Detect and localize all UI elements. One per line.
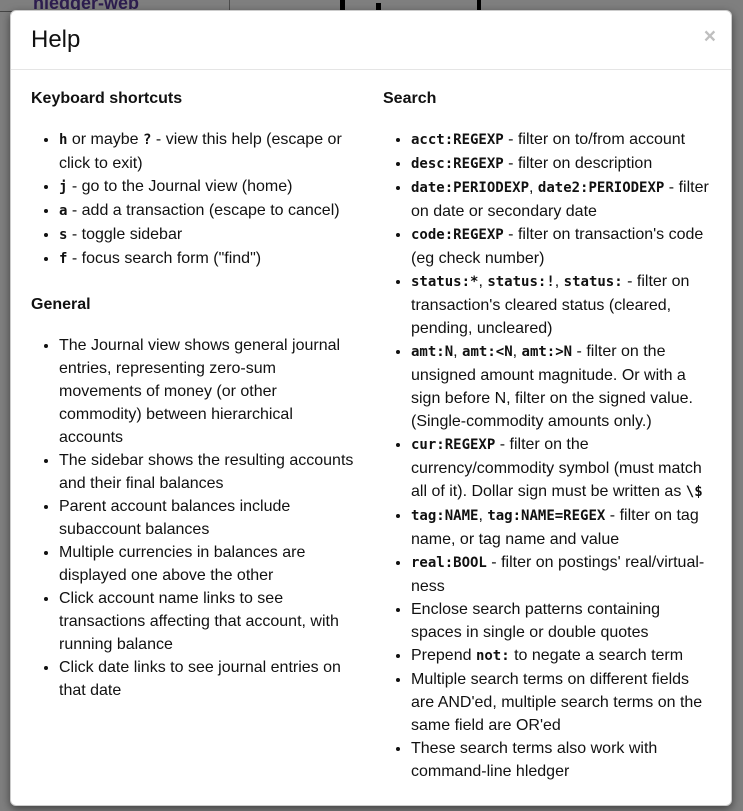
code-term: status:* xyxy=(411,274,479,290)
code-term: cur:REGEXP xyxy=(411,437,496,453)
help-list-item: • Click account name links to see transactions affecting that account, with running balance xyxy=(59,587,356,656)
help-section xyxy=(31,296,356,702)
help-list-item: • acct:REGEXP - filter on to/from account xyxy=(411,128,711,152)
help-list-item: • s - toggle sidebar xyxy=(59,223,356,247)
code-term: acct:REGEXP xyxy=(411,132,504,148)
code-term: date2:PERIODEXP xyxy=(537,180,665,196)
modal-body xyxy=(11,70,731,806)
code-term: tag:NAME xyxy=(411,508,479,524)
code-term: amt:N xyxy=(411,344,454,360)
modal-title: Help xyxy=(31,26,81,53)
help-list-item: • tag:NAME, tag:NAME=REGEX - filter on tag name, or tag name and value xyxy=(411,504,711,551)
code-term: desc:REGEXP xyxy=(411,156,504,172)
code-term: date:PERIODEXP xyxy=(411,180,530,196)
help-list-item: • Click date links to see journal entries on that date xyxy=(59,656,356,702)
help-list-item: • cur:REGEXP - filter on the currency/commodity symbol (must match all of it). Dollar sign must be written as \$ xyxy=(411,433,711,504)
help-list-item: • j - go to the Journal view (home) xyxy=(59,175,356,199)
code-term: h xyxy=(59,132,68,148)
help-list xyxy=(383,128,711,783)
code-term: amt:<N xyxy=(462,344,513,360)
help-list-item: • Enclose search patterns containing spaces in single or double quotes xyxy=(411,598,711,644)
code-term: status:! xyxy=(487,274,555,290)
code-term: tag:NAME=REGEX xyxy=(487,508,606,524)
help-list xyxy=(31,128,356,271)
code-term: \$ xyxy=(685,484,703,500)
help-list-item: • The sidebar shows the resulting accounts and their final balances xyxy=(59,449,356,495)
code-term: j xyxy=(59,179,68,195)
help-list-item: • h or maybe ? - view this help (escape or click to exit) xyxy=(59,128,356,175)
help-list-item: • Prepend not: to negate a search term xyxy=(411,644,711,668)
code-term: code:REGEXP xyxy=(411,227,504,243)
help-list-item: • f - focus search form ("find") xyxy=(59,247,356,271)
help-list-item: • status:*, status:!, status: - filter on transaction's cleared status (cleared, pending, uncleared) xyxy=(411,270,711,340)
code-term: real:BOOL xyxy=(411,555,487,571)
help-right-column xyxy=(371,90,711,806)
code-term: amt:>N xyxy=(521,344,573,360)
code-term: f xyxy=(59,251,68,267)
help-list-item: • Multiple search terms on different fields are AND'ed, multiple search terms on the same field are OR'ed xyxy=(411,668,711,737)
help-list-item: • amt:N, amt:<N, amt:>N - filter on the unsigned amount magnitude. Or with a sign before N, filter on the signed value. (Single-commodity amounts only.) xyxy=(411,340,711,433)
code-term: a xyxy=(59,203,68,219)
code-term: status: xyxy=(563,274,623,290)
code-term: ? xyxy=(143,132,152,148)
help-list-item: • These search terms also work with command-line hledger xyxy=(411,737,711,783)
help-section xyxy=(31,90,356,271)
close-icon[interactable]: × xyxy=(703,25,716,48)
help-left-column xyxy=(31,90,371,806)
help-list-item: • desc:REGEXP - filter on description xyxy=(411,152,711,176)
modal-header xyxy=(11,11,731,70)
help-list-item: • code:REGEXP - filter on transaction's code (eg check number) xyxy=(411,223,711,270)
help-modal xyxy=(10,10,732,806)
help-list-item: • Multiple currencies in balances are displayed one above the other xyxy=(59,541,356,587)
code-term: not: xyxy=(475,648,510,664)
help-section xyxy=(383,90,711,783)
code-term: s xyxy=(59,227,68,243)
help-list xyxy=(31,334,356,702)
section-heading: Keyboard shortcuts xyxy=(31,90,183,107)
section-heading: General xyxy=(31,296,91,313)
help-list-item: • a - add a transaction (escape to cancel) xyxy=(59,199,356,223)
help-list-item: • Parent account balances include subaccount balances xyxy=(59,495,356,541)
help-list-item: • The Journal view shows general journal entries, representing zero-sum movements of money (or other commodity) between hierarchical accounts xyxy=(59,334,356,449)
help-list-item: • real:BOOL - filter on postings' real/virtual-ness xyxy=(411,551,711,598)
section-heading: Search xyxy=(383,90,437,107)
help-list-item: • date:PERIODEXP, date2:PERIODEXP - filter on date or secondary date xyxy=(411,176,711,223)
